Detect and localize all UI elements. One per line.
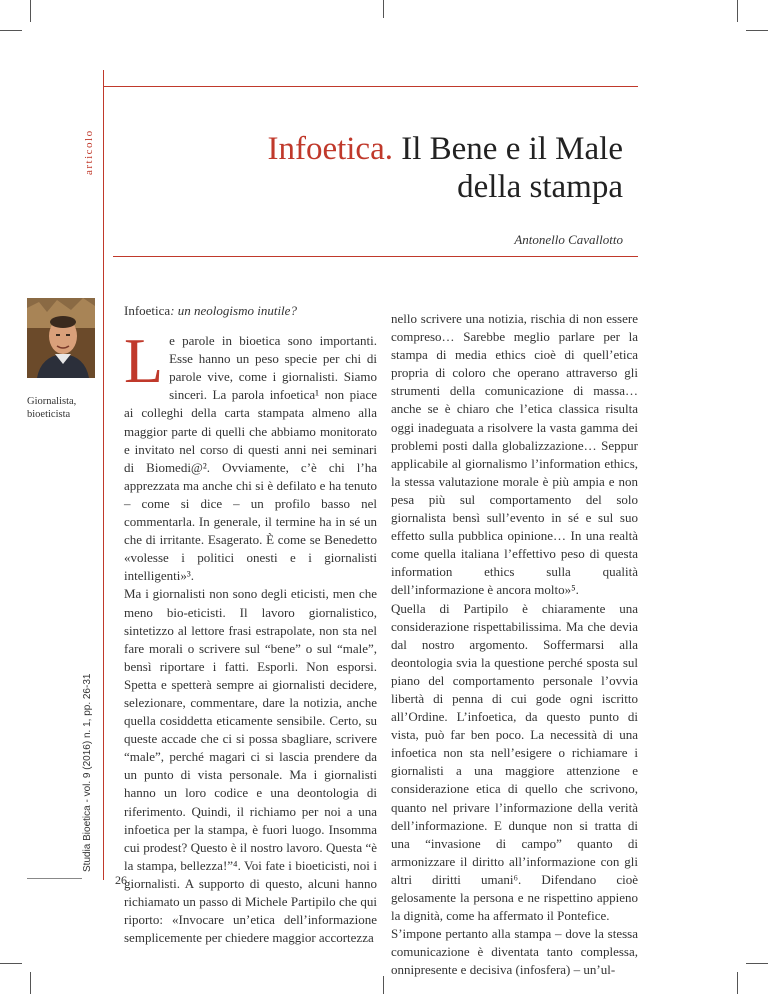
top-rule [103,86,638,87]
title-line2: della stampa [457,169,623,205]
title-accent: Infoetica. [267,131,393,167]
crop-mark [746,30,768,31]
paragraph: nello scrivere una notizia, rischia di non essere compreso… Sarebbe meglio parlare per la stampa di media ethics cioè di quell’etica propria di coloro che operano attraverso gli strumenti della comunicazione di massa… anche se è chiaro che l’etica classica risulta oggi inadeguata a risolvere la vasta gamma dei problemi posti dalla globalizzazione… Seppur applicabile al giornalismo l’information ethics, la stessa valutazione morale è più ampia e non pesa più sul comportamento del solo giornalista bensì sull’evento in sé e sul suo effetto sulla pubblica opinione… In una realtà come quella italiana l’effettivo peso di questa information ethics sulla qualità dell’informazione è ancora molto»⁵. [391,311,638,598]
crop-mark [0,963,22,964]
crop-mark [383,976,384,994]
journal-reference: Studia Bioetica - vol. 9 (2016) n. 1, pp. 26-31 [82,673,93,872]
left-column [124,302,377,947]
crop-mark [746,963,768,964]
crop-mark [737,0,738,22]
caption-line: bioeticista [27,409,71,420]
title-line1: Il Bene e il Male [392,131,623,167]
author-photo [27,298,95,378]
crop-mark [737,972,738,994]
page-rule [27,878,82,879]
paragraph: e parole in bioetica sono importanti. Esse hanno un peso specie per chi di parole vive, come i giornalisti. Siamo sinceri. La parola infoetica¹ non piace ai colleghi della carta stampata almeno alla maggior parte di quelli che abbiamo monitorato e invitato nel corso di questi anni nei seminari di Biomedi@². Ovviamente, c’è chi l’ha apprezzata ma anche chi si è defilato e ha tenuto – come si dice – un profilo basso nel commentarla. In generale, il termine ha in sé un che di irritante. Esagerato. È come se Benedetto «volesse i politici onesti e i giornalisti intelligenti»³. [124,333,377,584]
crop-mark [30,0,31,22]
author-rule [113,256,638,257]
author-name: Antonello Cavallotto [514,232,623,247]
section-label: articolo [83,129,95,175]
article-title [267,130,623,206]
crop-mark [30,972,31,994]
photo-caption [27,395,76,421]
paragraph: Quella di Partipilo è chiaramente una considerazione rispettabilissima. Ma che devia dal nostro argomento. Soffermarsi alla deontologia svia la questione perché sposta sul piano del comportamento personale l’ovvia libertà di penna di cui gode ogni iscritto all’Ordine. L’infoetica, da questo punto di vista, può far ben poco. La necessità di una infoetica non sta nell’esigere o richiamare i giornalisti a una maggiore attenzione e considerazione etica di quello che scrivono, quanto nel privare l’informazione della verità dell’informazione. E dunque non si tratta di una “invasione di campo” quanto di armonizzare il diritto all’informazione con gli altri diritti umani⁶. Difendano cioè gelosamente la persona e ne rispettino appieno la dignità, come ha affermato il Pontefice. [391,600,638,924]
section-subheading [124,302,377,320]
vertical-rule [103,70,104,880]
subheading-italic: : un neologismo inutile? [170,303,297,318]
page-number: 26 [115,873,127,887]
paragraph: S’impone pertanto alla stampa – dove la stessa comunicazione è diventata tanto complessa, onnipresente e decisiva (infosfera) – un’ul- [391,926,638,978]
crop-mark [383,0,384,18]
subheading-plain: Infoetica [124,303,171,318]
right-column [391,310,638,979]
drop-cap: L [124,325,164,397]
paragraph: Ma i giornalisti non sono degli eticisti, men che meno bio-eticisti. Il lavoro giornalistico, sintetizzo al lettore frasi estrapolate, non sta nel fare morali o scrivere sul “bene” o sul “male”, bensì riportare i fatti. Esporli. Non esporsi. Spetta e spetterà sempre ai giornalisti decidere, selezionare, commentare, dare la notizia, anche quella cosiddetta eticamente sensibile. Certo, su queste accade che ci si possa sbagliare, scrivere “male”, perché magari ci si lascia prendere da un punto di vista personale. Ma i giornalisti hanno un loro codice e una deontologia di riferimento. Quindi, il richiamo per noi a una infoetica per la stampa, è fuori luogo. Insomma cui prodest? Questo è il nostro lavoro. Questa “è la stampa, bellezza!”⁴. Voi fate i bioeticisti, noi i giornalisti. A supporto di questo, alcuni hanno richiamato un passo di Michele Partipilo che qui riporto: «Invocare un’etica dell’informazione semplicemente per chiedere maggior accortezza [124,586,377,946]
crop-mark [0,30,22,31]
caption-line: Giornalista, [27,396,77,407]
